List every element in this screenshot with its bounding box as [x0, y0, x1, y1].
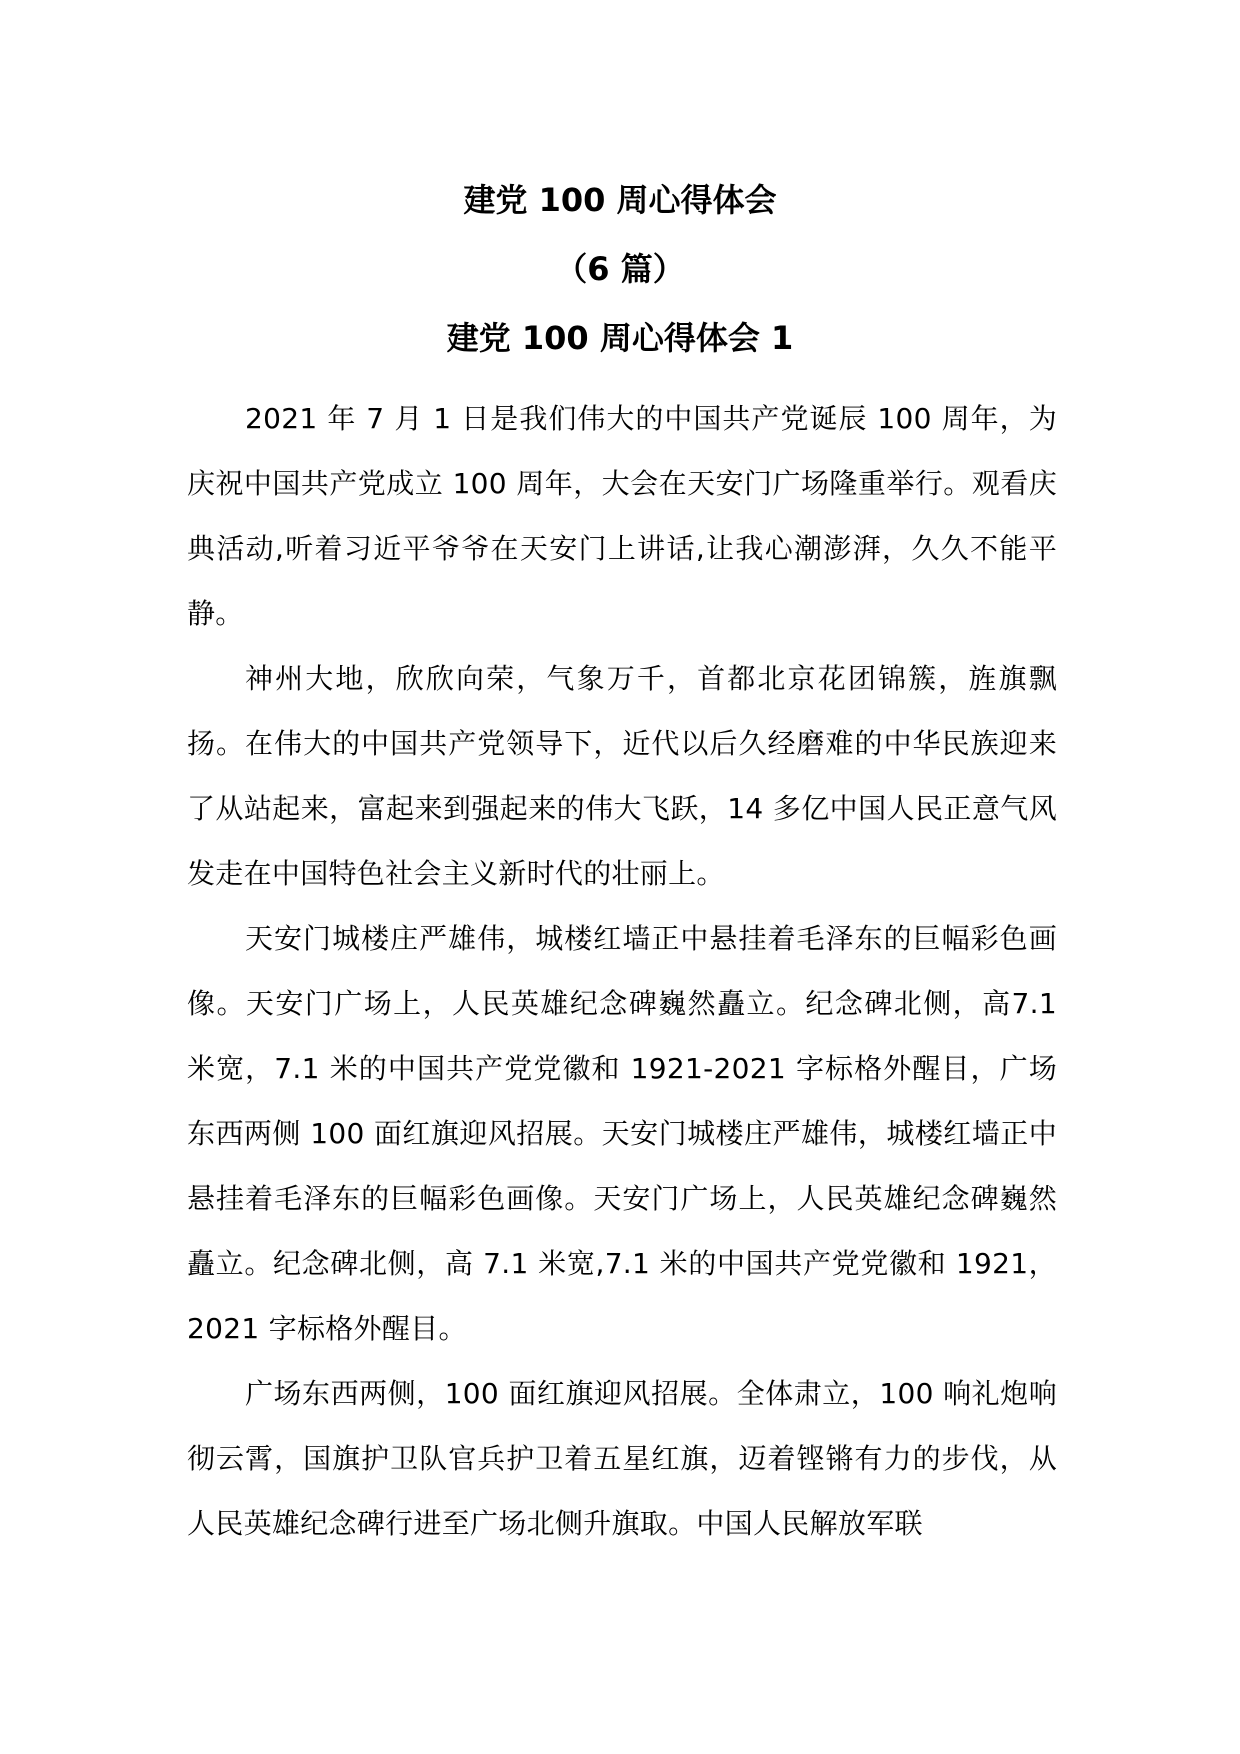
paragraph: 2021 年 7 月 1 日是我们伟大的中国共产党诞辰 100 周年，为庆祝中国共产党成立 100 周年，大会在天安门广场隆重举行。观看庆典活动,听着习近平爷爷在天安门上讲话,让我心潮澎湃，久久不能平静。: [187, 402, 1057, 630]
body-text: [187, 386, 1057, 1556]
paragraph: 神州大地，欣欣向荣，气象万千，首都北京花团锦簇，旌旗飘扬。在伟大的中国共产党领导下，近代以后久经磨难的中华民族迎来了从站起来，富起来到强起来的伟大飞跃，14 多亿中国人民正意气风发走在中国特色社会主义新时代的壮丽上。: [187, 662, 1057, 890]
paragraph: 广场东西两侧，100 面红旗迎风招展。全体肃立，100 响礼炮响彻云霄，国旗护卫队官兵护卫着五星红旗，迈着铿锵有力的步伐，从人民英雄纪念碑行进至广场北侧升旗取。中国人民解放军联: [187, 1377, 1057, 1540]
document-subtitle: （6 篇）: [555, 250, 685, 288]
paragraph: 天安门城楼庄严雄伟，城楼红墙正中悬挂着毛泽东的巨幅彩色画像。天安门广场上，人民英雄纪念碑巍然矗立。纪念碑北侧，高7.1 米宽，7.1 米的中国共产党党徽和 1921-2021 字标格外醒目，广场东西两侧 100 面红旗迎风招展。天安门城楼庄严雄伟，城楼红墙正中悬挂着毛泽东的巨幅彩色画像。天安门广场上，人民英雄纪念碑巍然矗立。纪念碑北侧，高 7.1 米宽,7.1 米的中国共产党党徽和 1921，2021 字标格外醒目。: [187, 922, 1057, 1345]
section-title: 建党 100 周心得体会 1: [446, 319, 794, 357]
document-title: 建党 100 周心得体会: [463, 181, 777, 219]
